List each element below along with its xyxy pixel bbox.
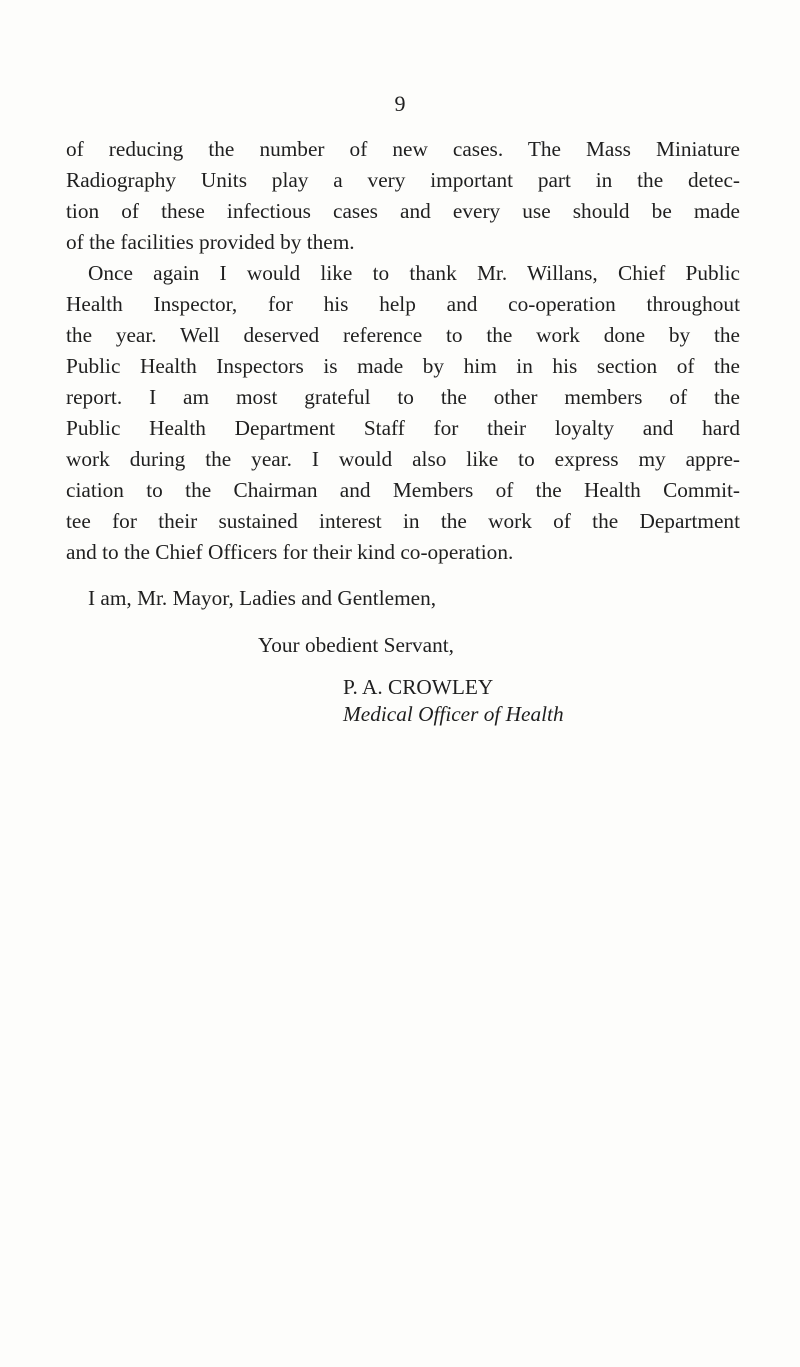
closing: Your obedient Servant,	[258, 633, 454, 657]
page-number: 9	[394, 91, 406, 116]
text-line: tee for their sustained interest in the work of the Department	[66, 509, 740, 533]
text-line: work during the year. I would also like to express my appre-	[66, 447, 740, 471]
text-line: Public Health Department Staff for their loyalty and hard	[66, 416, 740, 440]
text-line: the year. Well deserved reference to the work done by the	[66, 323, 740, 347]
letter-body	[66, 134, 740, 728]
text-line: report. I am most grateful to the other members of the	[66, 385, 740, 409]
paragraph-1	[66, 134, 740, 258]
signature-title: Medical Officer of Health	[343, 702, 564, 726]
text-line: Health Inspector, for his help and co-operation throughout	[66, 292, 740, 316]
text-line: and to the Chief Officers for their kind co-operation.	[66, 540, 514, 564]
text-line: Public Health Inspectors is made by him in his section of the	[66, 354, 740, 378]
signature-name: P. A. CROWLEY	[343, 675, 494, 699]
salutation: I am, Mr. Mayor, Ladies and Gentlemen,	[88, 586, 437, 610]
signature-block	[66, 674, 740, 728]
text-line: tion of these infectious cases and every use should be made	[66, 199, 740, 223]
paragraph-2	[66, 258, 740, 568]
text-line: Radiography Units play a very important part in the detec-	[66, 168, 740, 192]
text-line: ciation to the Chairman and Members of the Health Commit-	[66, 478, 740, 502]
text-line: of the facilities provided by them.	[66, 230, 355, 254]
text-line: Once again I would like to thank Mr. Willans, Chief Public	[88, 261, 740, 285]
text-line: of reducing the number of new cases. The Mass Miniature	[66, 137, 740, 161]
